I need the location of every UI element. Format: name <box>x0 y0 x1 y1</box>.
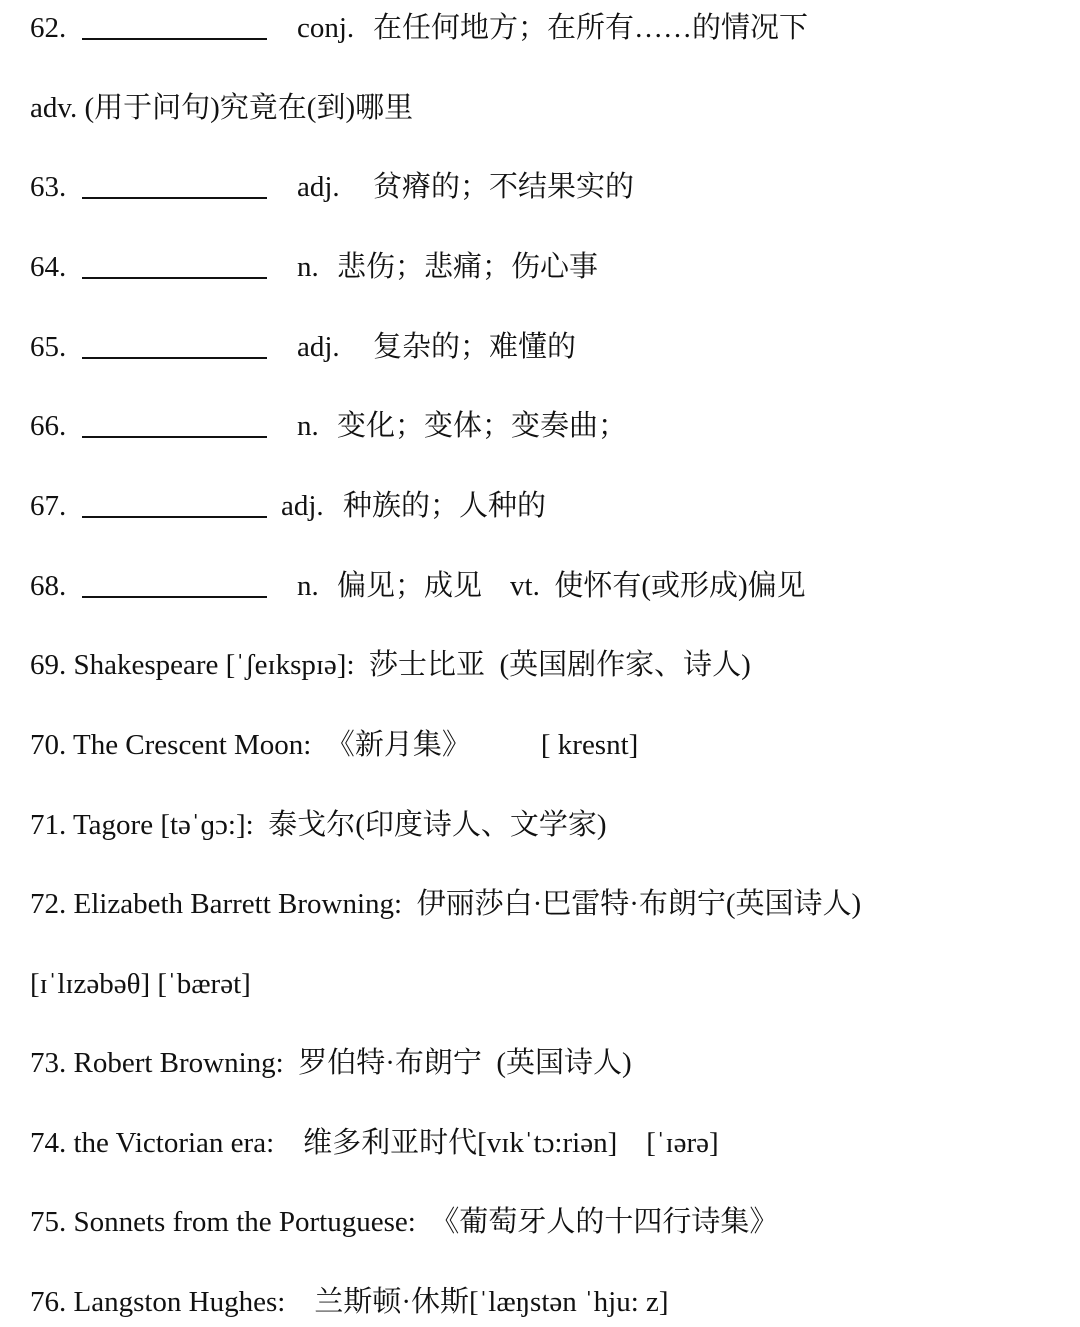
part-of-speech: n. <box>297 251 319 283</box>
part-of-speech: adj. <box>281 490 324 522</box>
entry-72: 72. Elizabeth Barrett Browning: 伊丽莎白·巴雷特·布朗宁(英国诗人) <box>30 888 862 920</box>
entry-72-phonetic: [ɪˈlɪzəbəθ] [ˈbærət] <box>30 968 251 1000</box>
answer-blank[interactable] <box>82 251 267 279</box>
definition: 种族的；人种的 <box>343 490 547 522</box>
part-of-speech: conj. <box>297 12 355 44</box>
entry-73: 73. Robert Browning: 罗伯特·布朗宁 (英国诗人) <box>30 1047 632 1079</box>
entry-69: 69. Shakespeare [ˈʃeɪkspɪə]: 莎士比亚 (英国剧作家、诗人) <box>30 649 751 681</box>
entry-71: 71. Tagore [təˈɡɔ:]: 泰戈尔(印度诗人、文学家) <box>30 809 607 841</box>
definition: 在任何地方；在所有……的情况下 <box>373 12 809 44</box>
entry-64 <box>30 247 598 287</box>
part-of-speech: n. <box>297 570 319 602</box>
definition: 偏见；成见 <box>337 570 483 602</box>
definition: 复杂的；难懂的 <box>373 331 577 363</box>
entry-74: 74. the Victorian era: 维多利亚时代[vɪkˈtɔ:riən] [ˈɪərə] <box>30 1127 719 1159</box>
entry-number: 65. <box>30 331 67 363</box>
answer-blank[interactable] <box>82 490 267 518</box>
entry-76: 76. Langston Hughes: 兰斯顿·休斯[ˈlæŋstən ˈhju: z] <box>30 1286 669 1318</box>
part-of-speech-2: vt. <box>510 570 540 602</box>
phonetic: [ kresnt] <box>540 729 639 761</box>
definition-2: 使怀有(或形成)偏见 <box>554 570 806 602</box>
entry-66 <box>30 406 627 446</box>
entry-text: 70. The Crescent Moon: 《新月集》 <box>30 729 471 761</box>
answer-blank[interactable] <box>82 570 267 598</box>
entry-63 <box>30 167 634 207</box>
part-of-speech: n. <box>297 410 319 442</box>
entry-number: 66. <box>30 410 67 442</box>
entry-65 <box>30 327 576 367</box>
answer-blank[interactable] <box>82 171 267 199</box>
entry-number: 62. <box>30 12 67 44</box>
entry-62 <box>30 8 808 48</box>
entry-62-continuation: adv. (用于问句)究竟在(到)哪里 <box>30 92 414 124</box>
entry-70 <box>30 725 638 765</box>
definition: 悲伤；悲痛；伤心事 <box>337 251 599 283</box>
entry-number: 67. <box>30 490 67 522</box>
entry-number: 68. <box>30 570 67 602</box>
entry-68 <box>30 566 806 606</box>
answer-blank[interactable] <box>82 410 267 438</box>
part-of-speech: adj. <box>297 171 340 203</box>
answer-blank[interactable] <box>82 331 267 359</box>
definition: 贫瘠的；不结果实的 <box>373 171 635 203</box>
answer-blank[interactable] <box>82 12 267 40</box>
entry-number: 63. <box>30 171 67 203</box>
part-of-speech: adj. <box>297 331 340 363</box>
definition: 变化；变体；变奏曲； <box>337 410 628 442</box>
entry-number: 64. <box>30 251 67 283</box>
entry-75: 75. Sonnets from the Portuguese: 《葡萄牙人的十四行诗集》 <box>30 1206 779 1238</box>
entry-67 <box>30 486 546 526</box>
